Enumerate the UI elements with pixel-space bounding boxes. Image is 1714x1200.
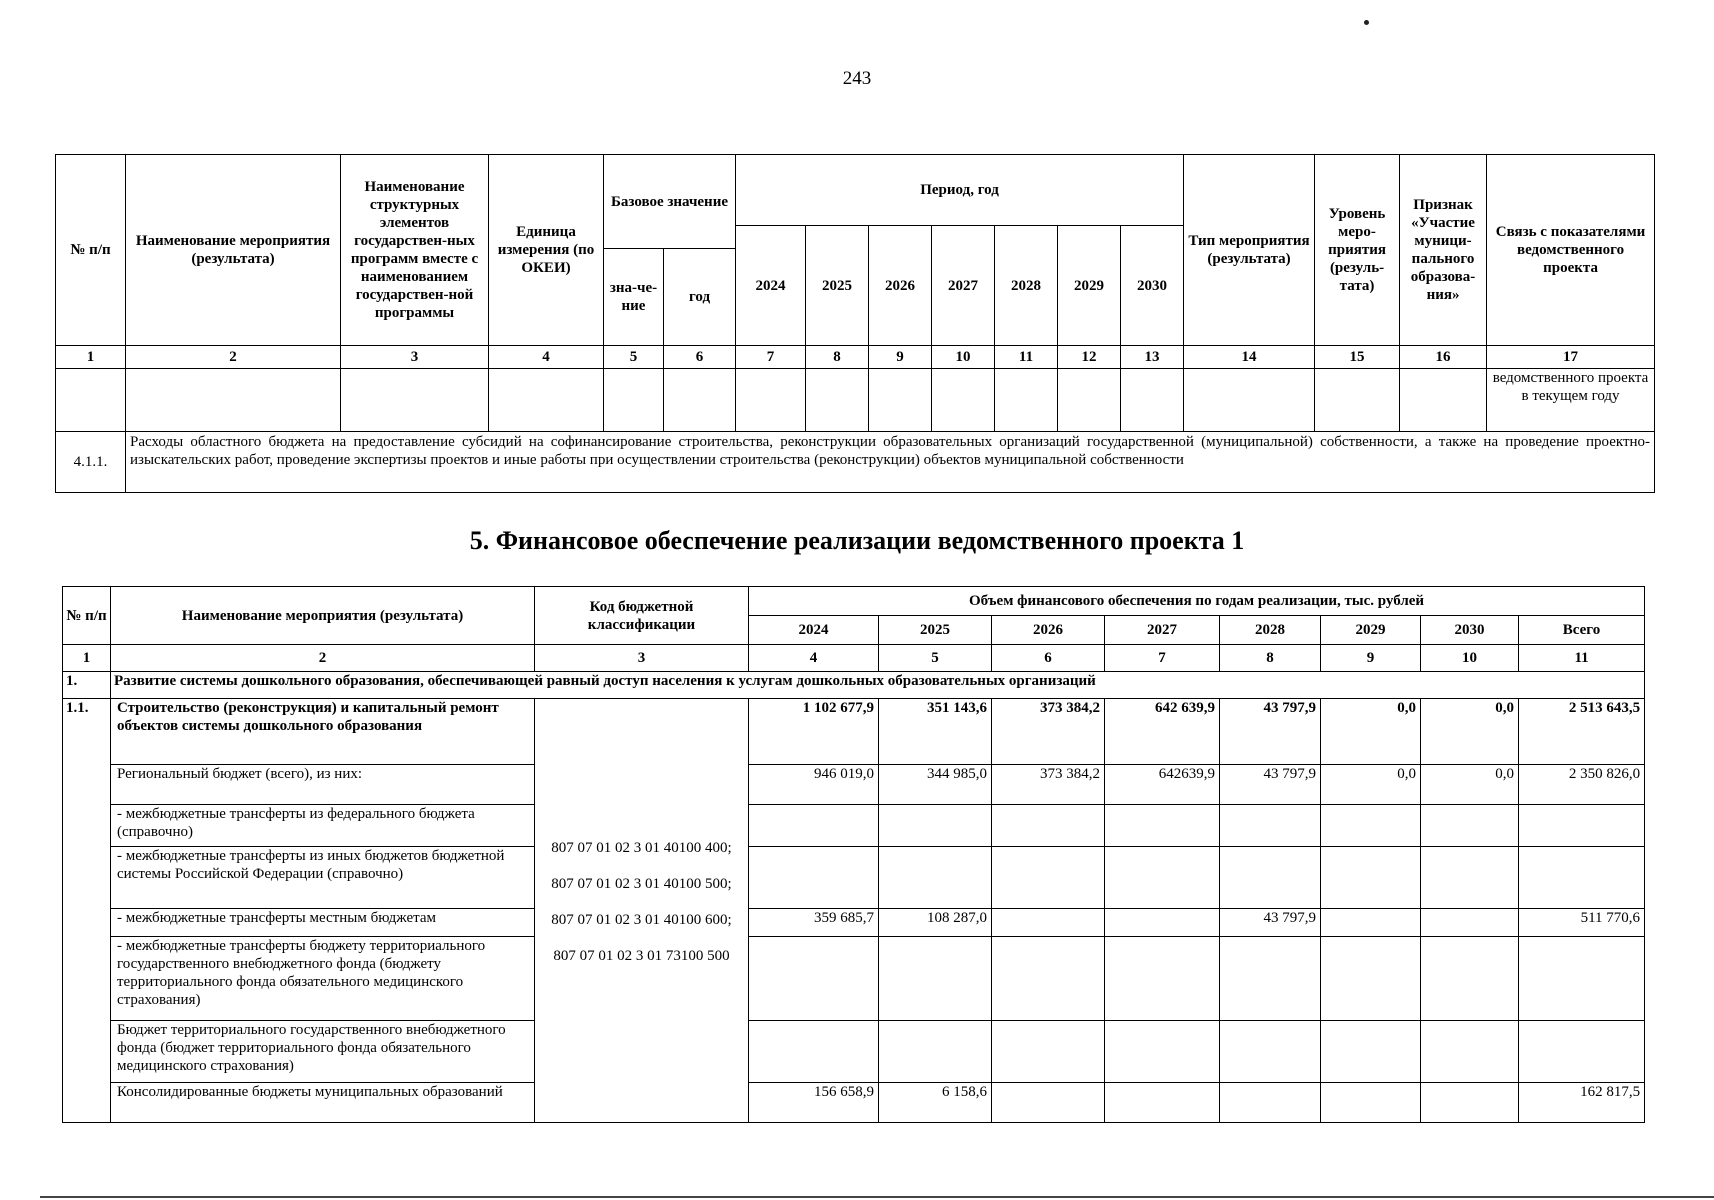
index-cell: 4 <box>489 346 604 369</box>
value-cell: 0,0 <box>1321 699 1421 765</box>
value-cell: 162 817,5 <box>1519 1083 1645 1123</box>
index-cell: 3 <box>341 346 489 369</box>
value-cell <box>1519 937 1645 1021</box>
finance-row <box>63 1021 1645 1083</box>
value-cell <box>992 1083 1105 1123</box>
finance-row <box>63 909 1645 937</box>
header-year: 2028 <box>1220 616 1321 645</box>
value-cell: 373 384,2 <box>992 699 1105 765</box>
index-row <box>63 645 1645 672</box>
index-cell: 15 <box>1315 346 1400 369</box>
kbk-code: 807 07 01 02 3 01 73100 500 <box>553 947 730 964</box>
index-cell: 10 <box>932 346 995 369</box>
page-number: 243 <box>842 68 872 89</box>
value-cell: 6 158,6 <box>879 1083 992 1123</box>
header-sign: Признак «Участие муници-пального образова-ния» <box>1400 155 1487 346</box>
value-cell <box>1519 805 1645 847</box>
value-cell: 642639,9 <box>1105 765 1220 805</box>
value-cell: 373 384,2 <box>992 765 1105 805</box>
index-cell: 9 <box>1321 645 1421 672</box>
header-year: 2027 <box>1105 616 1220 645</box>
value-cell <box>1421 1021 1519 1083</box>
index-cell: 10 <box>1421 645 1519 672</box>
value-cell <box>749 847 879 909</box>
bottom-border <box>40 1196 1714 1198</box>
value-cell <box>1519 847 1645 909</box>
value-cell <box>992 909 1105 937</box>
header-total: Всего <box>1519 616 1645 645</box>
kbk-code: 807 07 01 02 3 01 40100 500; <box>551 875 732 892</box>
kbk-code: 807 07 01 02 3 01 40100 600; <box>551 911 732 928</box>
header-year: 2027 <box>932 226 995 346</box>
index-cell: 12 <box>1058 346 1121 369</box>
value-cell <box>1220 847 1321 909</box>
header-kbk: Код бюджетной классификации <box>535 587 749 645</box>
header-period: Период, год <box>736 155 1184 226</box>
row-description: Расходы областного бюджета на предоставление субсидий на софинансирование строительства, реконструкции образовательных организаций государственной (муниципальной) собственности, а также на проведение проектно-изыскательских работ, проведение экспертизы проектов и иные работы при осуществлении строительства (реконструкции) объектов муниципальной собственности <box>126 432 1655 493</box>
value-cell <box>749 805 879 847</box>
index-cell: 1 <box>63 645 111 672</box>
value-cell <box>1321 1083 1421 1123</box>
header-volume: Объем финансового обеспечения по годам реализации, тыс. рублей <box>749 587 1645 616</box>
value-cell: 344 985,0 <box>879 765 992 805</box>
index-cell: 5 <box>879 645 992 672</box>
header-name: Наименование мероприятия (результата) <box>111 587 535 645</box>
value-cell <box>879 805 992 847</box>
row-number: 1.1. <box>63 699 111 1123</box>
value-cell <box>992 1021 1105 1083</box>
value-cell <box>992 847 1105 909</box>
value-cell <box>1421 847 1519 909</box>
index-cell: 6 <box>992 645 1105 672</box>
header-num: № п/п <box>56 155 126 346</box>
header-base-year: год <box>664 249 736 346</box>
value-cell <box>1321 937 1421 1021</box>
header-link: Связь с показателями ведомственного проекта <box>1487 155 1655 346</box>
index-cell: 17 <box>1487 346 1655 369</box>
row-number: 4.1.1. <box>56 432 126 493</box>
value-cell <box>1421 909 1519 937</box>
value-cell <box>1105 805 1220 847</box>
link-cell: ведомственного проекта в текущем году <box>1487 369 1655 432</box>
finance-row <box>63 805 1645 847</box>
value-cell <box>1220 1021 1321 1083</box>
value-cell: 43 797,9 <box>1220 699 1321 765</box>
header-year: 2030 <box>1121 226 1184 346</box>
value-cell: 43 797,9 <box>1220 765 1321 805</box>
header-base-value: зна-че-ние <box>604 249 664 346</box>
index-cell: 5 <box>604 346 664 369</box>
value-cell <box>1321 909 1421 937</box>
continuation-row <box>56 369 1655 432</box>
value-cell <box>992 805 1105 847</box>
index-cell: 8 <box>1220 645 1321 672</box>
header-num: № п/п <box>63 587 111 645</box>
value-cell <box>1321 847 1421 909</box>
finance-row <box>63 699 1645 765</box>
kbk-code: 807 07 01 02 3 01 40100 400; <box>551 839 732 856</box>
value-cell: 642 639,9 <box>1105 699 1220 765</box>
header-year: 2026 <box>992 616 1105 645</box>
row-label: Консолидированные бюджеты муниципальных образований <box>111 1083 535 1123</box>
index-cell: 11 <box>1519 645 1645 672</box>
value-cell: 2 350 826,0 <box>1519 765 1645 805</box>
index-cell: 6 <box>664 346 736 369</box>
value-cell <box>1105 909 1220 937</box>
value-cell <box>879 937 992 1021</box>
header-base: Базовое значение <box>604 155 736 249</box>
index-cell: 2 <box>111 645 535 672</box>
value-cell: 0,0 <box>1421 699 1519 765</box>
index-cell: 3 <box>535 645 749 672</box>
header-type: Тип мероприятия (результата) <box>1184 155 1315 346</box>
row-label: - межбюджетные трансферты из федерального бюджета (справочно) <box>111 805 535 847</box>
row-4-1-1 <box>56 432 1655 493</box>
value-cell: 43 797,9 <box>1220 909 1321 937</box>
value-cell <box>1105 937 1220 1021</box>
index-cell: 9 <box>869 346 932 369</box>
value-cell <box>1220 937 1321 1021</box>
index-cell: 14 <box>1184 346 1315 369</box>
index-cell: 13 <box>1121 346 1184 369</box>
header-year: 2025 <box>806 226 869 346</box>
finance-row <box>63 847 1645 909</box>
index-cell: 7 <box>1105 645 1220 672</box>
value-cell: 351 143,6 <box>879 699 992 765</box>
value-cell <box>1519 1021 1645 1083</box>
finance-row <box>63 1083 1645 1123</box>
value-cell: 359 685,7 <box>749 909 879 937</box>
financing-table <box>62 586 1645 1123</box>
header-name: Наименование мероприятия (результата) <box>126 155 341 346</box>
header-year: 2028 <box>995 226 1058 346</box>
header-year: 2029 <box>1058 226 1121 346</box>
section-row <box>63 672 1645 699</box>
finance-row <box>63 765 1645 805</box>
header-year: 2029 <box>1321 616 1421 645</box>
value-cell <box>879 847 992 909</box>
value-cell <box>1321 1021 1421 1083</box>
header-year: 2030 <box>1421 616 1519 645</box>
header-struct: Наименование структурных элементов государствен-ных программ вместе с наименованием государствен-ной программы <box>341 155 489 346</box>
value-cell <box>749 937 879 1021</box>
index-cell: 11 <box>995 346 1058 369</box>
index-cell: 1 <box>56 346 126 369</box>
header-level: Уровень меро-приятия (резуль-тата) <box>1315 155 1400 346</box>
header-unit: Единица измерения (по ОКЕИ) <box>489 155 604 346</box>
index-cell: 16 <box>1400 346 1487 369</box>
scan-dot <box>1364 20 1369 25</box>
header-year: 2024 <box>736 226 806 346</box>
row-label: - межбюджетные трансферты из иных бюджетов бюджетной системы Российской Федерации (справочно) <box>111 847 535 909</box>
value-cell <box>1105 1021 1220 1083</box>
kbk-cell <box>535 699 749 1123</box>
row-label: - межбюджетные трансферты местным бюджетам <box>111 909 535 937</box>
value-cell <box>1421 1083 1519 1123</box>
results-table <box>55 154 1655 493</box>
index-cell: 4 <box>749 645 879 672</box>
value-cell: 108 287,0 <box>879 909 992 937</box>
section-title: 5. Финансовое обеспечение реализации ведомственного проекта 1 <box>469 526 1245 555</box>
value-cell: 511 770,6 <box>1519 909 1645 937</box>
value-cell <box>1105 847 1220 909</box>
value-cell <box>1321 805 1421 847</box>
value-cell: 0,0 <box>1321 765 1421 805</box>
index-cell: 8 <box>806 346 869 369</box>
value-cell: 1 102 677,9 <box>749 699 879 765</box>
value-cell <box>749 1021 879 1083</box>
value-cell: 156 658,9 <box>749 1083 879 1123</box>
value-cell <box>1421 805 1519 847</box>
section-text: Развитие системы дошкольного образования, обеспечивающей равный доступ населения к услугам дошкольных образовательных организаций <box>111 672 1645 699</box>
row-label: Бюджет территориального государственного внебюджетного фонда (бюджет территориального фонда обязательного медицинского страхования) <box>111 1021 535 1083</box>
row-label: - межбюджетные трансферты бюджету территориального государственного внебюджетного фонда (бюджету территориального фонда обязательного медицинского страхования) <box>111 937 535 1021</box>
index-cell: 2 <box>126 346 341 369</box>
section-number: 1. <box>63 672 111 699</box>
row-label: Региональный бюджет (всего), из них: <box>111 765 535 805</box>
header-year: 2025 <box>879 616 992 645</box>
finance-row <box>63 937 1645 1021</box>
value-cell: 0,0 <box>1421 765 1519 805</box>
value-cell <box>1220 1083 1321 1123</box>
index-cell: 7 <box>736 346 806 369</box>
value-cell: 946 019,0 <box>749 765 879 805</box>
header-year: 2026 <box>869 226 932 346</box>
value-cell <box>1220 805 1321 847</box>
value-cell <box>879 1021 992 1083</box>
value-cell: 2 513 643,5 <box>1519 699 1645 765</box>
value-cell <box>992 937 1105 1021</box>
header-year: 2024 <box>749 616 879 645</box>
index-row <box>56 346 1655 369</box>
value-cell <box>1105 1083 1220 1123</box>
value-cell <box>1421 937 1519 1021</box>
row-label: Строительство (реконструкция) и капитальный ремонт объектов системы дошкольного образования <box>111 699 535 765</box>
